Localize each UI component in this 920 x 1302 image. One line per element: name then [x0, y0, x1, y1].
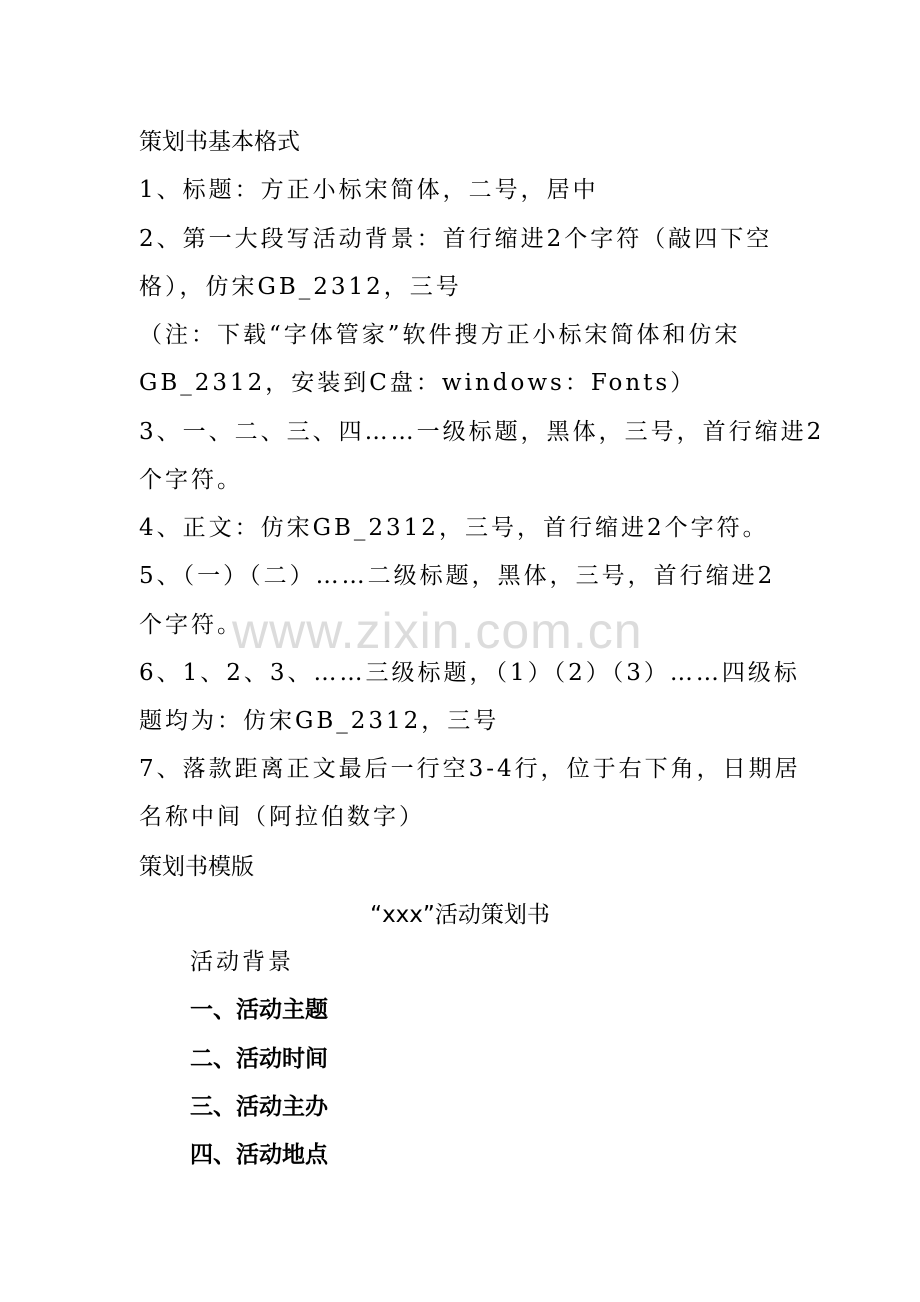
rule-line: 名称中间（阿拉伯数字）: [139, 804, 425, 830]
rule-line: 1、标题：方正小标宋简体，二号，居中: [139, 177, 599, 203]
template-background-label: 活动背景: [190, 949, 294, 975]
rule-line: 3、一、二、三、四……一级标题，黑体，三号，首行缩进2: [139, 419, 825, 445]
rule-line: 5、（一）（二）……二级标题，黑体，三号，首行缩进2: [139, 563, 776, 589]
template-item: 四、活动地点: [190, 1142, 328, 1168]
rule-line: 7、落款距离正文最后一行空3-4行，位于右下角，日期居: [139, 756, 801, 782]
rule-line: 6、1、2、3、……三级标题，（1）（2）（3）……四级标: [139, 660, 800, 686]
rule-line: 个字符。: [139, 467, 243, 493]
rule-line: 题均为：仿宋GB_2312，三号: [139, 708, 500, 734]
watermark: www.zixin.com.cn: [232, 603, 643, 659]
rule-line: 4、正文：仿宋GB_2312，三号，首行缩进2个字符。: [139, 515, 769, 541]
template-item: 二、活动时间: [190, 1046, 328, 1072]
rule-line: 格），仿宋GB_2312，三号: [139, 274, 462, 300]
template-item: 一、活动主题: [190, 997, 328, 1023]
rule-line: GB_2312，安装到C盘：windows：Fonts）: [139, 370, 697, 396]
rule-line: 个字符。: [139, 612, 243, 638]
template-title: “xxx”活动策划书: [370, 902, 550, 928]
section-heading-format: 策划书基本格式: [139, 129, 300, 155]
template-item: 三、活动主办: [190, 1094, 328, 1120]
rule-line: （注：下载“字体管家”软件搜方正小标宋简体和仿宋: [139, 322, 741, 348]
rule-line: 2、第一大段写活动背景：首行缩进2个字符（敲四下空: [139, 226, 773, 252]
section-heading-template: 策划书模版: [139, 854, 254, 880]
